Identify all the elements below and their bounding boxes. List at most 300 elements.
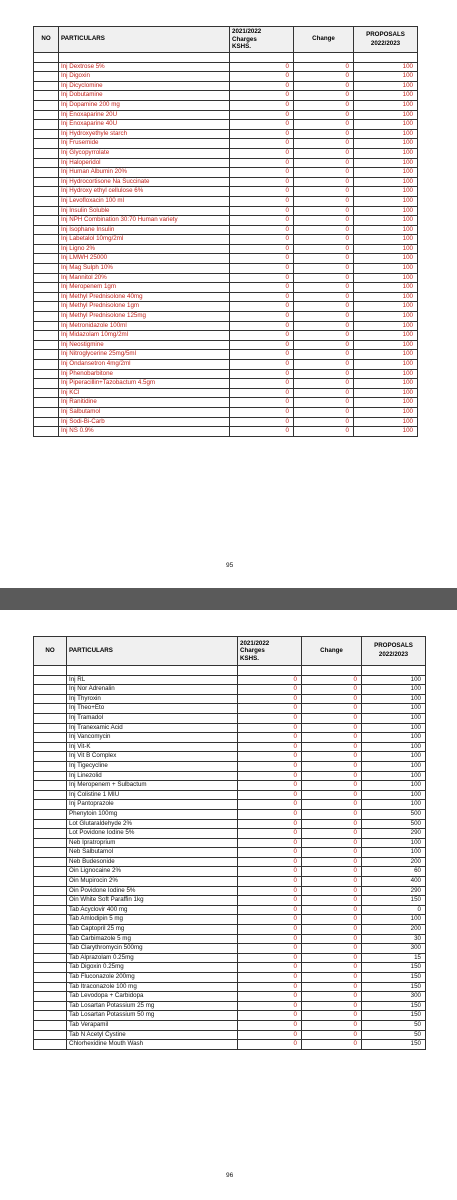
row-no-cell — [34, 790, 67, 800]
row-charges: 0 — [230, 81, 294, 91]
row-no-cell — [34, 379, 59, 389]
table-row — [34, 1020, 426, 1030]
row-charges: 0 — [238, 809, 302, 819]
row-no-cell — [34, 398, 59, 408]
row-no-cell — [34, 713, 67, 723]
row-change: 0 — [294, 331, 354, 341]
row-proposal: 100 — [354, 340, 418, 350]
row-particular: Tab Alprazolam 0.25mg — [67, 953, 238, 963]
row-proposal: 150 — [362, 973, 426, 983]
row-proposal: 100 — [362, 800, 426, 810]
col-header-charges: 2021/2022 Charges KSHS. — [238, 637, 302, 666]
row-charges: 0 — [238, 896, 302, 906]
col-header-change: Change — [294, 27, 354, 53]
row-change: 0 — [294, 407, 354, 417]
table-row — [34, 216, 418, 226]
row-no-cell — [34, 953, 67, 963]
table-row — [34, 733, 426, 743]
row-no-cell — [34, 905, 67, 915]
table-row — [34, 340, 418, 350]
row-charges: 0 — [238, 1030, 302, 1040]
row-charges: 0 — [230, 331, 294, 341]
row-particular: Tab Digoxin 0.25mg — [67, 963, 238, 973]
row-proposal: 100 — [354, 427, 418, 437]
row-no-cell — [34, 761, 67, 771]
row-charges: 0 — [230, 264, 294, 274]
table-row — [34, 790, 426, 800]
row-particular: Tab Carbimazole 5 mg — [67, 934, 238, 944]
row-no-cell — [34, 216, 59, 226]
row-charges: 0 — [230, 168, 294, 178]
row-proposal: 50 — [362, 1020, 426, 1030]
row-charges: 0 — [238, 733, 302, 743]
table-row — [34, 963, 426, 973]
row-proposal: 15 — [362, 953, 426, 963]
row-no-cell — [34, 254, 59, 264]
row-change: 0 — [302, 1030, 362, 1040]
table-row — [34, 896, 426, 906]
row-change: 0 — [302, 781, 362, 791]
row-change: 0 — [294, 196, 354, 206]
table-row — [34, 72, 418, 82]
row-particular: Chlorhexidine Mouth Wash — [67, 1040, 238, 1050]
table-row — [34, 139, 418, 149]
row-charges: 0 — [230, 139, 294, 149]
row-charges: 0 — [230, 321, 294, 331]
row-proposal: 60 — [362, 867, 426, 877]
row-change: 0 — [302, 896, 362, 906]
row-particular: Inj Human Albumin 20% — [59, 168, 230, 178]
row-charges: 0 — [230, 110, 294, 120]
table-row — [34, 264, 418, 274]
table-row — [34, 867, 426, 877]
row-proposal: 50 — [362, 1030, 426, 1040]
table-row — [34, 91, 418, 101]
row-change: 0 — [294, 120, 354, 130]
row-charges: 0 — [238, 685, 302, 695]
table-row — [34, 934, 426, 944]
blank-cell — [302, 666, 362, 676]
row-particular: Inj Dopamine 200 mg — [59, 100, 230, 110]
row-no-cell — [34, 781, 67, 791]
row-particular: Inj Digoxin — [59, 72, 230, 82]
table-row — [34, 302, 418, 312]
row-proposal: 100 — [354, 187, 418, 197]
row-proposal: 100 — [362, 790, 426, 800]
row-proposal: 100 — [354, 216, 418, 226]
row-no-cell — [34, 120, 59, 130]
row-proposal: 500 — [362, 819, 426, 829]
row-no-cell — [34, 388, 59, 398]
row-proposal: 100 — [354, 81, 418, 91]
row-proposal: 100 — [354, 321, 418, 331]
row-proposal: 150 — [362, 1001, 426, 1011]
row-particular: Inj Pantoprazole — [67, 800, 238, 810]
row-charges: 0 — [230, 273, 294, 283]
row-charges: 0 — [230, 129, 294, 139]
row-particular: Inj Dicyclomine — [59, 81, 230, 91]
table-row — [34, 321, 418, 331]
row-charges: 0 — [238, 713, 302, 723]
row-charges: 0 — [230, 350, 294, 360]
row-proposal: 100 — [354, 312, 418, 322]
row-no-cell — [34, 350, 59, 360]
table-row — [34, 158, 418, 168]
row-charges: 0 — [238, 694, 302, 704]
row-charges: 0 — [238, 1020, 302, 1030]
col-header-charges: 2021/2022 Charges KSHS. — [230, 27, 294, 53]
row-proposal: 500 — [362, 809, 426, 819]
row-proposal: 100 — [354, 273, 418, 283]
row-change: 0 — [302, 675, 362, 685]
row-particular: Tab N Acetyl Cystine — [67, 1030, 238, 1040]
row-particular: Tab Captopril 25 mg — [67, 925, 238, 935]
row-charges: 0 — [230, 398, 294, 408]
page-number: 96 — [226, 1172, 234, 1179]
row-no-cell — [34, 934, 67, 944]
row-change: 0 — [302, 992, 362, 1002]
row-no-cell — [34, 331, 59, 341]
row-proposal: 150 — [362, 1040, 426, 1050]
row-particular: Lot Povidone Iodine 5% — [67, 829, 238, 839]
row-particular: Inj Colistine 1 MIU — [67, 790, 238, 800]
blank-cell — [354, 53, 418, 63]
row-change: 0 — [294, 225, 354, 235]
row-no-cell — [34, 982, 67, 992]
row-particular: Neb Budesonide — [67, 857, 238, 867]
row-particular: Inj Meropenem 1gm — [59, 283, 230, 293]
row-no-cell — [34, 206, 59, 216]
row-charges: 0 — [238, 877, 302, 887]
table-row — [34, 62, 418, 72]
row-particular: Tab Acyclovir 400 mg — [67, 905, 238, 915]
row-particular: Inj Hydroxyethyle starch — [59, 129, 230, 139]
row-particular: Inj Hydrocortisone Na Succinate — [59, 177, 230, 187]
row-particular: Inj NS 0.9% — [59, 427, 230, 437]
row-proposal: 290 — [362, 829, 426, 839]
row-no-cell — [34, 685, 67, 695]
row-no-cell — [34, 1011, 67, 1021]
col-header-change: Change — [302, 637, 362, 666]
row-no-cell — [34, 340, 59, 350]
row-proposal: 100 — [354, 292, 418, 302]
table-row — [34, 1011, 426, 1021]
table-row — [34, 886, 426, 896]
row-change: 0 — [302, 809, 362, 819]
row-particular: Inj NPH Combination 30:70 Human variety — [59, 216, 230, 226]
table-row — [34, 925, 426, 935]
row-change: 0 — [302, 848, 362, 858]
row-particular: Inj Insulin Soluble — [59, 206, 230, 216]
row-charges: 0 — [230, 283, 294, 293]
row-particular: Inj Methyl Prednisolone 125mg — [59, 312, 230, 322]
table-row — [34, 388, 418, 398]
row-proposal: 100 — [354, 72, 418, 82]
row-no-cell — [34, 312, 59, 322]
blank-cell — [34, 666, 67, 676]
row-no-cell — [34, 1040, 67, 1050]
row-no-cell — [34, 81, 59, 91]
row-change: 0 — [294, 72, 354, 82]
row-change: 0 — [302, 944, 362, 954]
row-change: 0 — [294, 427, 354, 437]
row-particular: Inj Vit-K — [67, 742, 238, 752]
row-proposal: 100 — [354, 407, 418, 417]
row-proposal: 100 — [362, 713, 426, 723]
row-no-cell — [34, 973, 67, 983]
row-change: 0 — [302, 905, 362, 915]
row-proposal: 100 — [354, 225, 418, 235]
row-particular: Inj Sodi-Bi-Carb — [59, 417, 230, 427]
row-particular: Inj LMWH 25000 — [59, 254, 230, 264]
row-no-cell — [34, 417, 59, 427]
row-particular: Inj RL — [67, 675, 238, 685]
row-no-cell — [34, 752, 67, 762]
row-particular: Lot Glutaraldehyde 2% — [67, 819, 238, 829]
row-particular: Oin Mupirocin 2% — [67, 877, 238, 887]
row-charges: 0 — [238, 982, 302, 992]
row-change: 0 — [294, 273, 354, 283]
row-charges: 0 — [230, 72, 294, 82]
table-row — [34, 742, 426, 752]
table-row — [34, 177, 418, 187]
row-proposal: 100 — [354, 360, 418, 370]
row-change: 0 — [294, 158, 354, 168]
table-row — [34, 857, 426, 867]
row-particular: Neb Salbutamol — [67, 848, 238, 858]
row-proposal: 100 — [362, 733, 426, 743]
table-row — [34, 713, 426, 723]
row-charges: 0 — [238, 934, 302, 944]
row-particular: Inj Midazolam 10mg/2ml — [59, 331, 230, 341]
row-change: 0 — [294, 216, 354, 226]
row-change: 0 — [294, 264, 354, 274]
row-change: 0 — [302, 877, 362, 887]
row-charges: 0 — [230, 91, 294, 101]
row-change: 0 — [294, 244, 354, 254]
row-particular: Inj Tranexamic Acid — [67, 723, 238, 733]
blank-cell — [34, 53, 59, 63]
col-header-particulars: PARTICULARS — [67, 637, 238, 666]
row-charges: 0 — [238, 771, 302, 781]
table-row — [34, 360, 418, 370]
row-proposal: 290 — [362, 886, 426, 896]
row-particular: Inj Methyl Prednisolone 40mg — [59, 292, 230, 302]
row-particular: Inj Linezolid — [67, 771, 238, 781]
table-row — [34, 225, 418, 235]
row-change: 0 — [294, 360, 354, 370]
table-row — [34, 129, 418, 139]
table-row — [34, 407, 418, 417]
row-no-cell — [34, 158, 59, 168]
row-proposal: 150 — [362, 982, 426, 992]
page-number: 95 — [226, 562, 234, 569]
row-change: 0 — [302, 886, 362, 896]
charges-table-page-95 — [33, 26, 418, 437]
page-separator — [0, 588, 457, 610]
row-particular: Inj Mag Sulph 10% — [59, 264, 230, 274]
row-no-cell — [34, 694, 67, 704]
row-no-cell — [34, 196, 59, 206]
row-charges: 0 — [230, 187, 294, 197]
table-row — [34, 809, 426, 819]
row-charges: 0 — [238, 838, 302, 848]
row-charges: 0 — [238, 752, 302, 762]
row-no-cell — [34, 264, 59, 274]
row-change: 0 — [294, 168, 354, 178]
row-charges: 0 — [230, 100, 294, 110]
row-charges: 0 — [230, 216, 294, 226]
table-row — [34, 1040, 426, 1050]
row-proposal: 100 — [354, 129, 418, 139]
row-change: 0 — [302, 742, 362, 752]
row-particular: Inj Metronidazole 100ml — [59, 321, 230, 331]
row-charges: 0 — [230, 388, 294, 398]
row-change: 0 — [302, 857, 362, 867]
row-particular: Inj Dextrose 5% — [59, 62, 230, 72]
row-particular: Inj Thyroxin — [67, 694, 238, 704]
table-row — [34, 694, 426, 704]
row-particular: Inj Tramadol — [67, 713, 238, 723]
row-no-cell — [34, 139, 59, 149]
row-proposal: 100 — [354, 120, 418, 130]
document-page-95 — [0, 0, 457, 588]
row-charges: 0 — [238, 992, 302, 1002]
blank-cell — [67, 666, 238, 676]
row-proposal: 100 — [354, 158, 418, 168]
table-row — [34, 206, 418, 216]
row-charges: 0 — [230, 158, 294, 168]
row-particular: Tab Itraconazole 100 mg — [67, 982, 238, 992]
row-proposal: 100 — [362, 915, 426, 925]
row-change: 0 — [294, 388, 354, 398]
row-particular: Inj Mannitol 20% — [59, 273, 230, 283]
charges-table-page-96 — [33, 636, 426, 1050]
row-particular: Inj Haloperidol — [59, 158, 230, 168]
row-proposal: 200 — [362, 925, 426, 935]
table-row — [34, 685, 426, 695]
table-row — [34, 369, 418, 379]
row-proposal: 100 — [362, 848, 426, 858]
row-no-cell — [34, 225, 59, 235]
row-proposal: 100 — [354, 331, 418, 341]
row-proposal: 300 — [362, 992, 426, 1002]
row-change: 0 — [294, 206, 354, 216]
table-row — [34, 168, 418, 178]
row-change: 0 — [294, 177, 354, 187]
row-charges: 0 — [230, 340, 294, 350]
row-proposal: 100 — [354, 196, 418, 206]
table-row — [34, 254, 418, 264]
row-proposal: 100 — [362, 675, 426, 685]
row-particular: Inj Vit B Complex — [67, 752, 238, 762]
row-no-cell — [34, 187, 59, 197]
row-proposal: 100 — [354, 148, 418, 158]
row-change: 0 — [294, 254, 354, 264]
row-particular: Inj Frusemide — [59, 139, 230, 149]
row-no-cell — [34, 800, 67, 810]
row-particular: Tab Amlodipin 5 mg — [67, 915, 238, 925]
row-charges: 0 — [230, 177, 294, 187]
row-no-cell — [34, 877, 67, 887]
row-no-cell — [34, 321, 59, 331]
row-proposal: 150 — [362, 896, 426, 906]
row-charges: 0 — [238, 1011, 302, 1021]
table-row — [34, 781, 426, 791]
row-no-cell — [34, 857, 67, 867]
row-no-cell — [34, 100, 59, 110]
row-particular: Inj Methyl Prednisolone 1gm — [59, 302, 230, 312]
table-row — [34, 100, 418, 110]
col-header-no: NO — [34, 27, 59, 53]
table-row — [34, 704, 426, 714]
row-proposal: 100 — [354, 100, 418, 110]
row-change: 0 — [302, 934, 362, 944]
row-no-cell — [34, 427, 59, 437]
row-proposal: 100 — [354, 110, 418, 120]
row-proposal: 150 — [362, 963, 426, 973]
row-proposal: 100 — [354, 139, 418, 149]
table-row — [34, 292, 418, 302]
row-particular: Inj Hydroxy ethyl cellulose 6% — [59, 187, 230, 197]
row-charges: 0 — [238, 963, 302, 973]
row-no-cell — [34, 273, 59, 283]
row-change: 0 — [302, 713, 362, 723]
row-proposal: 100 — [362, 723, 426, 733]
row-charges: 0 — [230, 312, 294, 322]
col-header-no: NO — [34, 637, 67, 666]
col-header-proposals: PROPOSALS 2022/2023 — [362, 637, 426, 666]
row-particular: Oin Povidone Iodine 5% — [67, 886, 238, 896]
row-charges: 0 — [238, 723, 302, 733]
row-particular: Tab Losartan Potassium 25 mg — [67, 1001, 238, 1011]
row-proposal: 100 — [362, 694, 426, 704]
blank-cell — [362, 666, 426, 676]
row-proposal: 100 — [362, 704, 426, 714]
row-particular: Phenytoin 100mg — [67, 809, 238, 819]
row-charges: 0 — [230, 235, 294, 245]
row-change: 0 — [302, 838, 362, 848]
table-row — [34, 982, 426, 992]
row-proposal: 100 — [354, 369, 418, 379]
row-no-cell — [34, 848, 67, 858]
table-row — [34, 1030, 426, 1040]
row-no-cell — [34, 723, 67, 733]
row-change: 0 — [294, 292, 354, 302]
row-proposal: 0 — [362, 905, 426, 915]
row-proposal: 300 — [362, 944, 426, 954]
row-charges: 0 — [238, 905, 302, 915]
row-no-cell — [34, 915, 67, 925]
row-proposal: 100 — [354, 62, 418, 72]
table-row — [34, 120, 418, 130]
row-particular: Oin White Soft Paraffin 1kg — [67, 896, 238, 906]
row-charges: 0 — [238, 800, 302, 810]
row-particular: Inj Ligno 2% — [59, 244, 230, 254]
row-change: 0 — [294, 187, 354, 197]
table-row — [34, 398, 418, 408]
table-row — [34, 752, 426, 762]
row-change: 0 — [294, 321, 354, 331]
row-change: 0 — [302, 925, 362, 935]
row-change: 0 — [302, 819, 362, 829]
table-row — [34, 944, 426, 954]
row-change: 0 — [302, 761, 362, 771]
row-no-cell — [34, 129, 59, 139]
row-change: 0 — [294, 302, 354, 312]
row-particular: Inj Levofloxacin 100 ml — [59, 196, 230, 206]
row-change: 0 — [294, 129, 354, 139]
